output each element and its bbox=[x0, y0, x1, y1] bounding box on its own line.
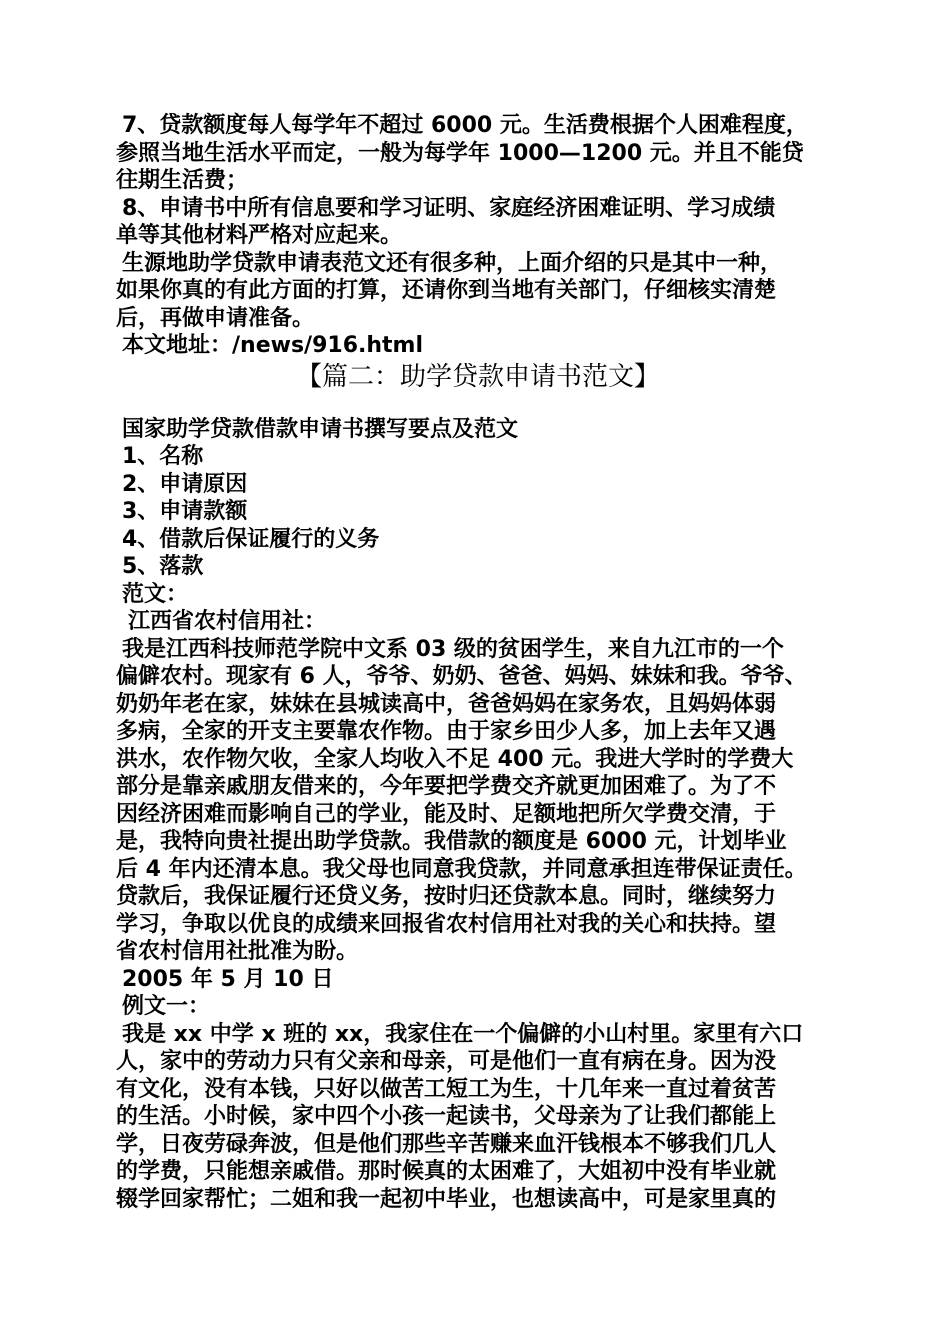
paragraph-line: 如果你真的有此方面的打算，还请你到当地有关部门，仔细核实清楚 bbox=[116, 278, 777, 303]
paragraph-line: 8、申请书中所有信息要和学习证明、家庭经济困难证明、学习成绩 bbox=[122, 195, 776, 221]
list-item: 3、申请款额 bbox=[122, 499, 248, 524]
paragraph-line: 参照当地生活水平而定，一般为每学年 1000—1200 元。并且不能贷 bbox=[116, 140, 804, 166]
guide-title: 国家助学贷款借款申请书撰写要点及范文 bbox=[122, 416, 519, 442]
letter-addressee: 江西省农村信用社： bbox=[128, 609, 327, 634]
document-page bbox=[116, 112, 840, 1213]
letter-line: 因经济困难而影响自己的学业，能及时、足额地把所欠学费交清，于 bbox=[116, 801, 777, 827]
paragraph-line: 单等其他材料严格对应起来。 bbox=[116, 223, 403, 248]
list-item: 4、借款后保证履行的义务 bbox=[122, 526, 380, 552]
paragraph-line: 后，再做申请准备。 bbox=[116, 305, 315, 331]
letter-line: 偏僻农村。现家有 6 人，爷爷、奶奶、爸爸、妈妈、妹妹和我。爷爷、 bbox=[116, 664, 807, 689]
paragraph-line: 7、贷款额度每人每学年不超过 6000 元。生活费根据个人困难程度， bbox=[122, 113, 808, 138]
example-line: 辍学回家帮忙；二姐和我一起初中毕业，也想读高中，可是家里真的 bbox=[116, 1186, 777, 1212]
paragraph-line: 往期生活费； bbox=[116, 168, 249, 193]
list-item: 5、落款 bbox=[122, 554, 204, 579]
section-loan-notes bbox=[116, 112, 840, 360]
list-item: 2、申请原因 bbox=[122, 471, 248, 497]
letter-line: 学习，争取以优良的成绩来回报省农村信用社对我的关心和扶持。望 bbox=[116, 911, 777, 937]
letter-line: 贷款后，我保证履行还贷义务，按时归还贷款本息。同时，继续努力 bbox=[116, 884, 777, 909]
letter-line: 我是江西科技师范学院中文系 03 级的贫困学生，来自九江市的一个 bbox=[122, 636, 784, 662]
letter-line: 多病，全家的开支主要靠农作物。由于家乡田少人多，加上去年又遇 bbox=[116, 719, 777, 744]
letter-line: 后 4 年内还清本息。我父母也同意我贷款，并同意承担连带保证责任。 bbox=[116, 856, 807, 882]
example-label: 例文一： bbox=[122, 994, 211, 1019]
example-line: 的生活。小时候，家中四个小孩一起读书，父母亲为了让我们都能上 bbox=[116, 1104, 777, 1129]
section-application-guide bbox=[116, 416, 840, 1214]
example-line: 有文化，没有本钱，只好以做苦工短工为生，十几年来一直过着贫苦 bbox=[116, 1076, 777, 1102]
letter-line: 是，我特向贵社提出助学贷款。我借款的额度是 6000 元，计划毕业 bbox=[116, 829, 787, 854]
example-line: 的学费，只能想亲戚借。那时候真的太困难了，大姐初中没有毕业就 bbox=[116, 1159, 777, 1184]
spacer bbox=[116, 394, 840, 416]
paragraph-line: 生源地助学贷款申请表范文还有很多种，上面介绍的只是其中一种， bbox=[122, 250, 783, 276]
section-heading: 【篇二：助学贷款申请书范文】 bbox=[295, 361, 660, 392]
letter-line: 省农村信用社批准为盼。 bbox=[116, 939, 359, 964]
letter-line: 部分是靠亲戚朋友借来的，今年要把学费交齐就更加困难了。为了不 bbox=[116, 774, 777, 799]
letter-line: 奶奶年老在家，妹妹在县城读高中，爸爸妈妈在家务农，且妈妈体弱 bbox=[116, 691, 777, 717]
example-line: 人，家中的劳动力只有父亲和母亲，可是他们一直有病在身。因为没 bbox=[116, 1049, 777, 1074]
sample-label: 范文： bbox=[122, 581, 189, 607]
letter-date: 2005 年 5 月 10 日 bbox=[122, 966, 334, 992]
letter-line: 洪水，农作物欠收，全家人均收入不足 400 元。我进大学时的学费大 bbox=[116, 746, 794, 772]
example-line: 我是 xx 中学 x 班的 xx，我家住在一个偏僻的小山村里。家里有六口 bbox=[122, 1021, 804, 1047]
list-item: 1、名称 bbox=[122, 444, 204, 469]
article-address: 本文地址：/news/916.html bbox=[122, 333, 423, 358]
example-line: 学，日夜劳碌奔波，但是他们那些辛苦赚来血汗钱根本不够我们几人 bbox=[116, 1131, 777, 1157]
